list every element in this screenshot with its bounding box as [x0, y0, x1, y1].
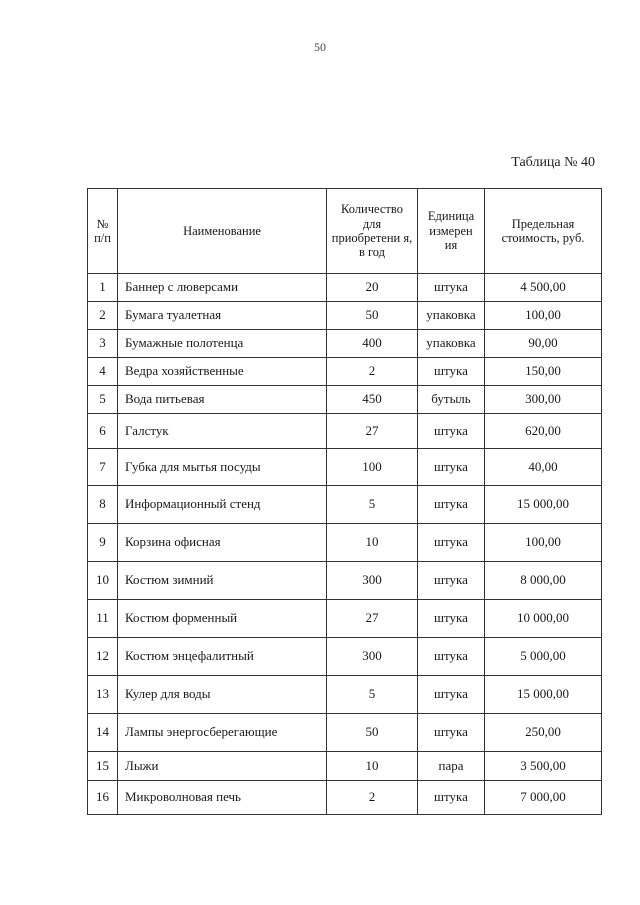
row-number: 15: [88, 752, 118, 781]
row-quantity: 27: [327, 414, 418, 449]
row-unit: штука: [418, 714, 485, 752]
row-quantity: 20: [327, 274, 418, 302]
row-unit: штука: [418, 486, 485, 524]
row-unit: штука: [418, 562, 485, 600]
row-price: 100,00: [485, 524, 602, 562]
table-body: [88, 274, 602, 815]
row-price: 620,00: [485, 414, 602, 449]
row-number: 12: [88, 638, 118, 676]
row-unit: штука: [418, 414, 485, 449]
row-name: Баннер с люверсами: [118, 274, 327, 302]
row-number: 3: [88, 330, 118, 358]
row-unit: упаковка: [418, 302, 485, 330]
row-number: 1: [88, 274, 118, 302]
row-name: Микроволновая печь: [118, 781, 327, 815]
row-name: Костюм энцефалитный: [118, 638, 327, 676]
row-unit: штука: [418, 449, 485, 486]
table-row: [88, 414, 602, 449]
header-price: Предельная стоимость, руб.: [485, 189, 602, 274]
row-unit: штука: [418, 676, 485, 714]
row-quantity: 50: [327, 302, 418, 330]
row-price: 40,00: [485, 449, 602, 486]
row-unit: бутыль: [418, 386, 485, 414]
row-unit: штука: [418, 274, 485, 302]
row-quantity: 27: [327, 600, 418, 638]
table-row: [88, 638, 602, 676]
row-name: Галстук: [118, 414, 327, 449]
row-number: 14: [88, 714, 118, 752]
table-row: [88, 274, 602, 302]
procurement-table: [87, 188, 602, 815]
row-unit: штука: [418, 781, 485, 815]
row-name: Лампы энергосберегающие: [118, 714, 327, 752]
row-unit: штука: [418, 600, 485, 638]
row-number: 11: [88, 600, 118, 638]
row-number: 16: [88, 781, 118, 815]
row-price: 300,00: [485, 386, 602, 414]
row-quantity: 5: [327, 676, 418, 714]
row-number: 5: [88, 386, 118, 414]
row-price: 90,00: [485, 330, 602, 358]
row-quantity: 100: [327, 449, 418, 486]
row-name: Бумажные полотенца: [118, 330, 327, 358]
row-number: 7: [88, 449, 118, 486]
row-name: Вода питьевая: [118, 386, 327, 414]
row-price: 3 500,00: [485, 752, 602, 781]
row-quantity: 300: [327, 562, 418, 600]
header-quantity: Количество для приобретени я, в год: [327, 189, 418, 274]
table-row: [88, 524, 602, 562]
row-quantity: 10: [327, 752, 418, 781]
row-number: 6: [88, 414, 118, 449]
row-name: Лыжи: [118, 752, 327, 781]
row-price: 5 000,00: [485, 638, 602, 676]
row-quantity: 300: [327, 638, 418, 676]
table-row: [88, 676, 602, 714]
table-row: [88, 386, 602, 414]
row-price: 250,00: [485, 714, 602, 752]
row-name: Информационный стенд: [118, 486, 327, 524]
row-number: 4: [88, 358, 118, 386]
row-price: 150,00: [485, 358, 602, 386]
table-row: [88, 781, 602, 815]
row-quantity: 450: [327, 386, 418, 414]
table-row: [88, 562, 602, 600]
row-unit: упаковка: [418, 330, 485, 358]
row-price: 4 500,00: [485, 274, 602, 302]
row-quantity: 2: [327, 358, 418, 386]
row-price: 8 000,00: [485, 562, 602, 600]
table-row: [88, 486, 602, 524]
row-unit: штука: [418, 358, 485, 386]
table-row: [88, 752, 602, 781]
row-price: 15 000,00: [485, 676, 602, 714]
row-number: 2: [88, 302, 118, 330]
row-number: 10: [88, 562, 118, 600]
page-number: 50: [314, 40, 326, 54]
row-quantity: 400: [327, 330, 418, 358]
table-row: [88, 302, 602, 330]
table-caption: Таблица № 40: [511, 155, 595, 170]
table-row: [88, 449, 602, 486]
row-name: Бумага туалетная: [118, 302, 327, 330]
row-unit: штука: [418, 638, 485, 676]
row-name: Ведра хозяйственные: [118, 358, 327, 386]
row-name: Кулер для воды: [118, 676, 327, 714]
row-name: Костюм зимний: [118, 562, 327, 600]
table-header: [88, 189, 602, 274]
row-number: 13: [88, 676, 118, 714]
row-price: 15 000,00: [485, 486, 602, 524]
header-unit: Единица измерен ия: [418, 189, 485, 274]
row-price: 7 000,00: [485, 781, 602, 815]
row-name: Костюм форменный: [118, 600, 327, 638]
header-number: № п/п: [88, 189, 118, 274]
row-unit: пара: [418, 752, 485, 781]
table-row: [88, 714, 602, 752]
table-row: [88, 330, 602, 358]
table-row: [88, 600, 602, 638]
row-name: Губка для мытья посуды: [118, 449, 327, 486]
row-price: 100,00: [485, 302, 602, 330]
row-unit: штука: [418, 524, 485, 562]
row-number: 8: [88, 486, 118, 524]
header-name: Наименование: [118, 189, 327, 274]
row-quantity: 10: [327, 524, 418, 562]
row-name: Корзина офисная: [118, 524, 327, 562]
row-quantity: 2: [327, 781, 418, 815]
table-row: [88, 358, 602, 386]
row-quantity: 50: [327, 714, 418, 752]
header-row: [88, 189, 602, 274]
row-price: 10 000,00: [485, 600, 602, 638]
row-number: 9: [88, 524, 118, 562]
row-quantity: 5: [327, 486, 418, 524]
